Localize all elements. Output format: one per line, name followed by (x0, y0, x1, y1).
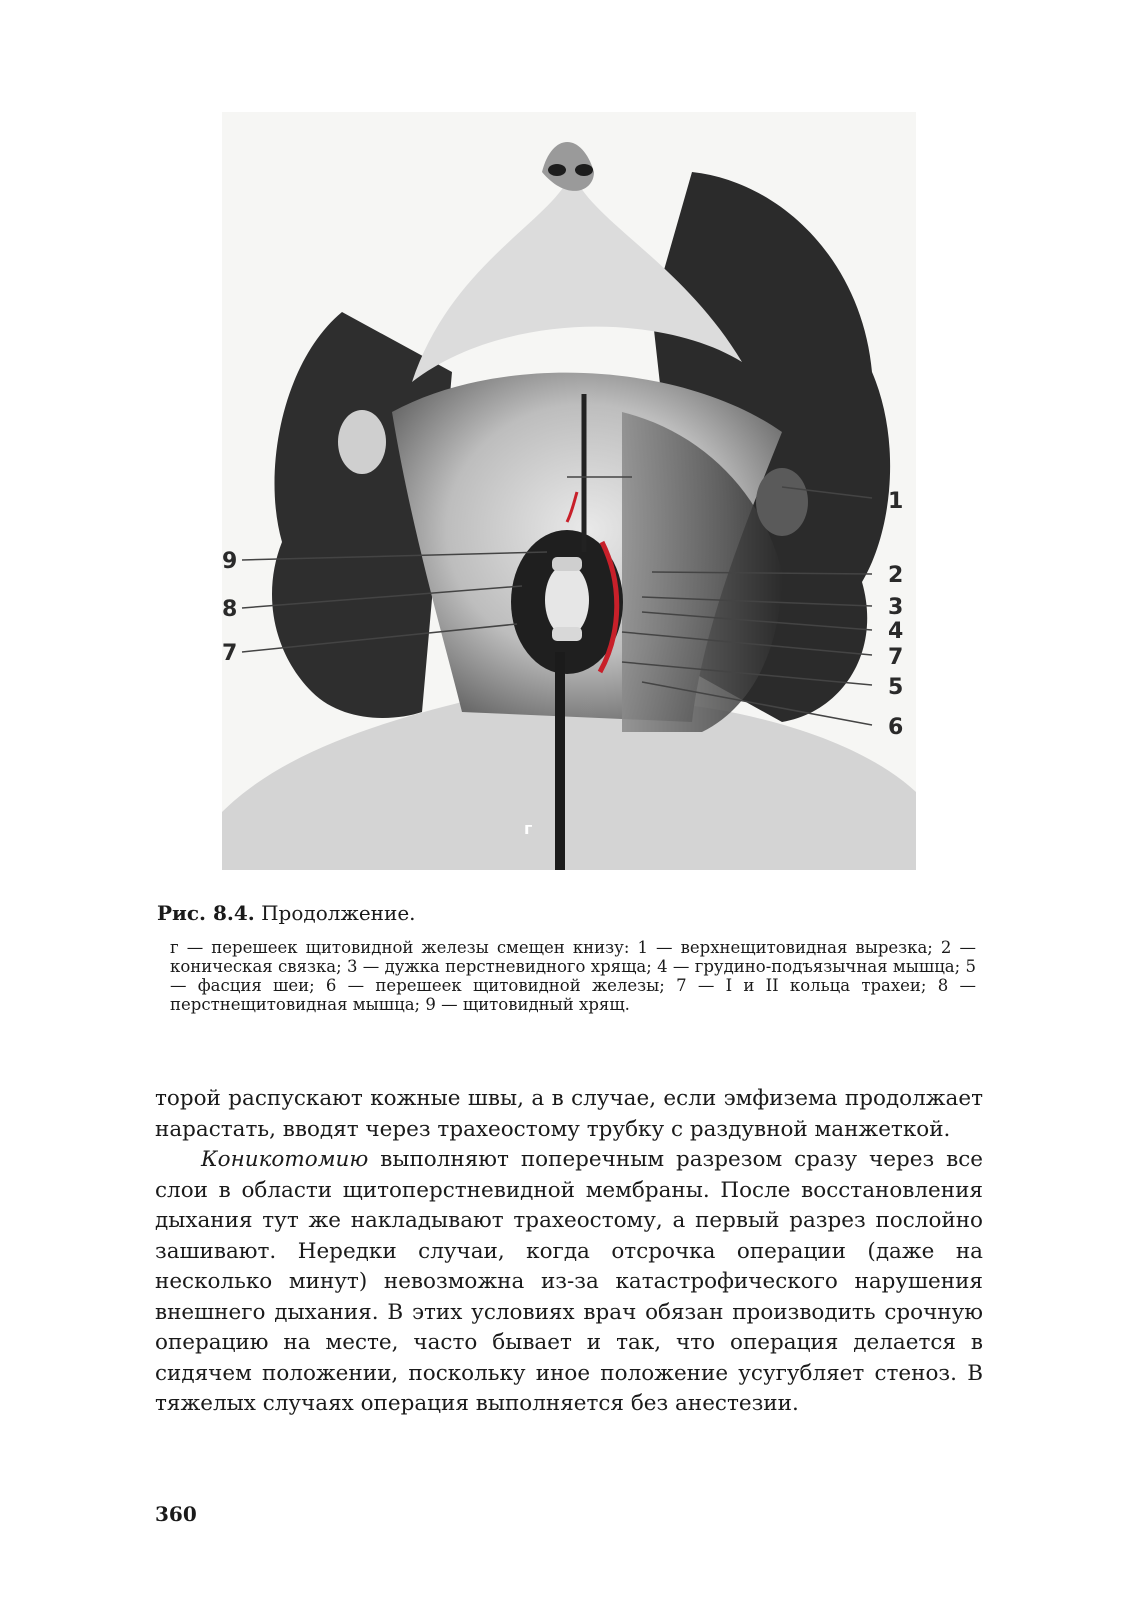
nostril-left (548, 164, 566, 176)
figure-caption (157, 900, 977, 926)
ear-left (338, 410, 386, 474)
label-1: 1 (888, 489, 904, 514)
paragraph-2-text: выполняют поперечным разрезом сразу через все слои в области щитоперстневидной мембраны. После восстановления дыхания тут же накладывают трахеостому, а первый разрез послойно зашивают. Нередки случаи, когда отсрочка операции (даже на несколько минут) невозможна из-за катастрофического нарушения внешнего дыхания. В этих условиях врач обязан производить срочную операцию на месте, часто бывает и так, что операция делается в сидячем положении, поскольку иное положение усугубляет стеноз. В тяжелых случаях операция выполняется без анестезии. (155, 1147, 983, 1416)
paragraph-2 (155, 1145, 983, 1420)
label-5: 5 (888, 675, 904, 700)
term-conicotomy: Коникотомию (201, 1147, 369, 1172)
label-7-left: 7 (222, 641, 238, 666)
ear-right (756, 468, 808, 536)
label-6: 6 (888, 715, 904, 740)
label-8: 8 (222, 597, 238, 622)
label-4: 4 (888, 619, 904, 644)
label-7-right: 7 (888, 645, 904, 670)
trachea-segment (552, 557, 582, 571)
nostril-right (575, 164, 593, 176)
label-3: 3 (888, 595, 904, 620)
trachea-ring (545, 564, 589, 636)
figure-letter: г (524, 819, 533, 838)
shoulders-shape (222, 702, 916, 870)
label-9: 9 (222, 549, 238, 574)
neck-anatomy-drawing (222, 112, 916, 870)
label-2: 2 (888, 563, 904, 588)
caption-label: Рис. 8.4. (157, 901, 255, 925)
page-number: 360 (155, 1502, 197, 1526)
main-text (155, 1084, 983, 1420)
caption-title-text: Продолжение. (261, 901, 416, 925)
paragraph-1: торой распускают кожные швы, а в случае, если эмфизема продолжает нарастать, вводят через трахеостому трубку с раздувной манжеткой. (155, 1086, 983, 1142)
figure-legend: г — перешеек щитовидной железы смещен книзу: 1 — верхнещитовидная вырезка; 2 — коническая связка; 3 — дужка перстневидного хряща; 4 — грудино-подъязычная мышца; 5 — фасция шеи; 6 — перешеек щитовидной железы; 7 — I и II кольца трахеи; 8 — перстнещитовидная мышца; 9 — щитовидный хрящ. (170, 938, 976, 1014)
anatomical-illustration (222, 112, 916, 870)
trachea-segment (552, 627, 582, 641)
